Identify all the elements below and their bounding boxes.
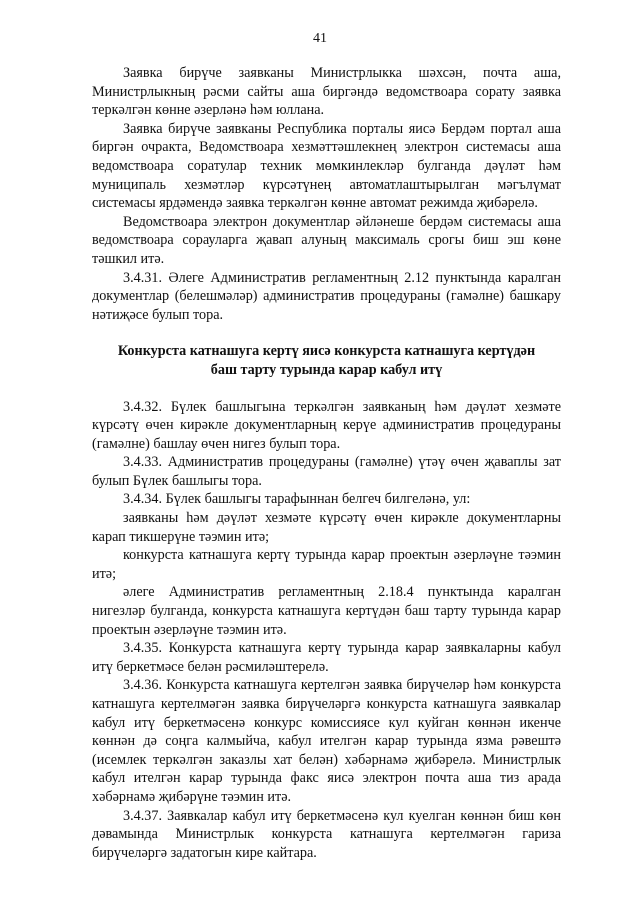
- paragraph: Заявка бирүче заявканы Республика порталы яисә Бердәм портал аша биргән очракта, Ведомствоара хезмәттәшлекнең электрон системасы аша ведомствоара соратулар техник мөмкинлекләр булганда дәүләт һәм муниципаль хезмәтләр күрсәтүнең автоматлаштырылган мәгълүмат системасы ярдәмендә заявка теркәлгән көнне автомат режимда җибәрелә.: [92, 120, 561, 212]
- paragraph: 3.4.33. Административ процедураны (гамәлне) үтәү өчен җаваплы зат булып Бүлек башлыгы тора.: [92, 454, 561, 489]
- list-item: конкурста катнашуга кертү турында карар проектын әзерләүне тәэмин итә;: [92, 547, 561, 582]
- paragraph: 3.4.32. Бүлек башлыгына теркәлгән заявканың һәм дәүләт хезмәте күрсәтү өчен кирәкле документларның керүе административ процедураны (гамәлне) башлау өчен нигез булып тора.: [92, 398, 561, 452]
- section-heading: Конкурста катнашуга кертү яисә конкурста катнашуга кертүдән баш тарту турында карар кабул итү: [117, 343, 536, 378]
- paragraph: Заявка бирүче заявканы Министрлыкка шәхсән, почта аша, Министрлыкның рәсми сайты аша биргәндә ведомствоара сорату заявка теркәлгән көнне әзерләнә һәм юллана.: [92, 65, 561, 119]
- paragraph: 3.4.34. Бүлек башлыгы тарафыннан белгеч билгеләнә, ул:: [123, 491, 471, 508]
- paragraph: 3.4.37. Заявкалар кабул итү беркетмәсенә кул куелган көннән биш көн дәвамында Министрлык конкурста катнашуга кертелмәгән гариза бирүчеләргә задатогын кире кайтара.: [92, 807, 561, 861]
- document-body: [92, 64, 561, 862]
- paragraph: 3.4.35. Конкурста катнашуга кертү турында карар заявкаларны кабул итү беркетмәсе белән рәсмиләштерелә.: [92, 640, 561, 675]
- page-number: 41: [313, 31, 327, 46]
- paragraph: 3.4.31. Әлеге Административ регламентның 2.12 пунктында каралган документлар (белешмәләр) административ процедураны (гамәлне) башкару нәтиҗәсе булып тора.: [92, 269, 561, 323]
- list-item: заявканы һәм дәүләт хезмәте күрсәтү өчен кирәкле документларны карап тикшерүне тәэмин итә;: [92, 510, 561, 545]
- paragraph: 3.4.36. Конкурста катнашуга кертелгән заявка бирүчеләр һәм конкурста катнашуга кертелмәгән заявка бирүчеләргә конкурста катнашуга заявкалар кабул итү беркетмәсенә конкурс комиссиясе кул куйган көннән икенче көннән дә соңга калмыйча, кабул ителгән карар турында язма рәвештә (исемлек теркәлгән заказлы хат белән) хәбәрнамә җибәрелә. Министрлык кабул ителгән карар турында факс яисә электрон почта аша тиз арада хәбәрнамә җибәрүне тәэмин итә.: [92, 677, 561, 805]
- paragraph: Ведомствоара электрон документлар әйләнеше бердәм системасы аша ведомствоара сорауларга җавап алуның максималь срогы биш эш көне тәшкил итә.: [92, 213, 561, 267]
- list-item: әлеге Административ регламентның 2.18.4 пунктында каралган нигезләр булганда, конкурста катнашуга кертүдән баш тарту турында карар проектын әзерләүне тәэмин итә.: [92, 584, 561, 638]
